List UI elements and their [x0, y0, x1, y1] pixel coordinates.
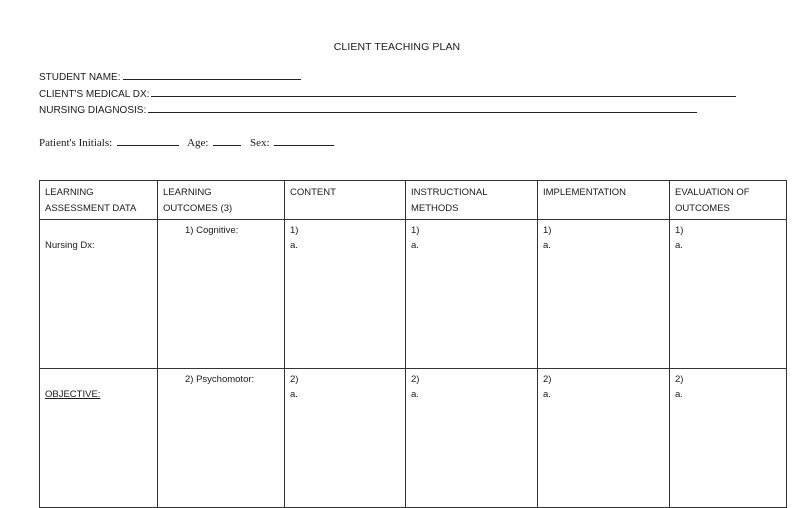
- medical-dx-line[interactable]: [151, 95, 736, 97]
- teaching-plan-table: [39, 180, 787, 508]
- content-cell[interactable]: [285, 369, 406, 508]
- header-line: IMPLEMENTATION: [543, 187, 627, 198]
- assessment-cell[interactable]: [40, 220, 158, 369]
- table-header-row: [40, 181, 787, 220]
- item-sub: a.: [290, 240, 298, 251]
- item-sub: a.: [675, 240, 683, 251]
- header-cell: [538, 181, 670, 220]
- nursing-diagnosis-field: [39, 105, 697, 116]
- header-line: METHODS: [411, 203, 459, 214]
- header-line: INSTRUCTIONAL: [411, 187, 488, 198]
- item-number: 1): [290, 225, 299, 236]
- header-cell: [406, 181, 538, 220]
- student-name-line[interactable]: [123, 78, 301, 80]
- page-title: CLIENT TEACHING PLAN: [333, 41, 461, 53]
- patient-initials-label: Patient's Initials:: [39, 137, 113, 149]
- table-row: [40, 220, 787, 369]
- header-cell: [670, 181, 787, 220]
- item-number: 1): [675, 225, 684, 236]
- psychomotor-label: 2) Psychomotor:: [185, 374, 255, 385]
- header-cell: [285, 181, 406, 220]
- patient-initials-line[interactable]: [117, 144, 179, 146]
- nursing-diagnosis-line[interactable]: [148, 111, 697, 113]
- header-line: OUTCOMES: [675, 203, 730, 214]
- medical-dx-label: CLIENT'S MEDICAL DX:: [39, 89, 150, 100]
- student-name-field: [39, 72, 301, 83]
- header-cell: [40, 181, 158, 220]
- item-number: 2): [411, 374, 420, 385]
- header-line: LEARNING: [163, 187, 212, 198]
- methods-cell[interactable]: [406, 369, 538, 508]
- outcome-cell[interactable]: [158, 220, 285, 369]
- cognitive-label: 1) Cognitive:: [185, 225, 239, 236]
- content-cell[interactable]: [285, 220, 406, 369]
- item-sub: a.: [543, 389, 551, 400]
- item-sub: a.: [411, 240, 419, 251]
- table-row: [40, 369, 787, 508]
- evaluation-cell[interactable]: [670, 369, 787, 508]
- header-line: CONTENT: [290, 187, 336, 198]
- header-cell: [158, 181, 285, 220]
- methods-cell[interactable]: [406, 220, 538, 369]
- item-number: 2): [675, 374, 684, 385]
- nursing-dx-label: Nursing Dx:: [45, 240, 95, 251]
- item-sub: a.: [411, 389, 419, 400]
- item-number: 2): [290, 374, 299, 385]
- assessment-cell[interactable]: [40, 369, 158, 508]
- item-number: 1): [411, 225, 420, 236]
- objective-label: OBJECTIVE:: [45, 389, 101, 400]
- item-sub: a.: [543, 240, 551, 251]
- header-line: EVALUATION OF: [675, 187, 750, 198]
- implementation-cell[interactable]: [538, 369, 670, 508]
- student-name-label: STUDENT NAME:: [39, 72, 121, 83]
- sex-label: Sex:: [249, 137, 270, 149]
- sex-line[interactable]: [274, 144, 334, 146]
- outcome-cell[interactable]: [158, 369, 285, 508]
- evaluation-cell[interactable]: [670, 220, 787, 369]
- nursing-diagnosis-label: NURSING DIAGNOSIS:: [39, 105, 147, 116]
- implementation-cell[interactable]: [538, 220, 670, 369]
- header-line: ASSESSMENT DATA: [45, 203, 137, 214]
- medical-dx-field: [39, 89, 736, 100]
- item-number: 1): [543, 225, 552, 236]
- item-sub: a.: [290, 389, 298, 400]
- header-line: LEARNING: [45, 187, 94, 198]
- age-line[interactable]: [213, 144, 241, 146]
- item-sub: a.: [675, 389, 683, 400]
- header-line: OUTCOMES (3): [163, 203, 233, 214]
- age-label: Age:: [187, 137, 209, 149]
- patient-info-row: [39, 137, 340, 149]
- item-number: 2): [543, 374, 552, 385]
